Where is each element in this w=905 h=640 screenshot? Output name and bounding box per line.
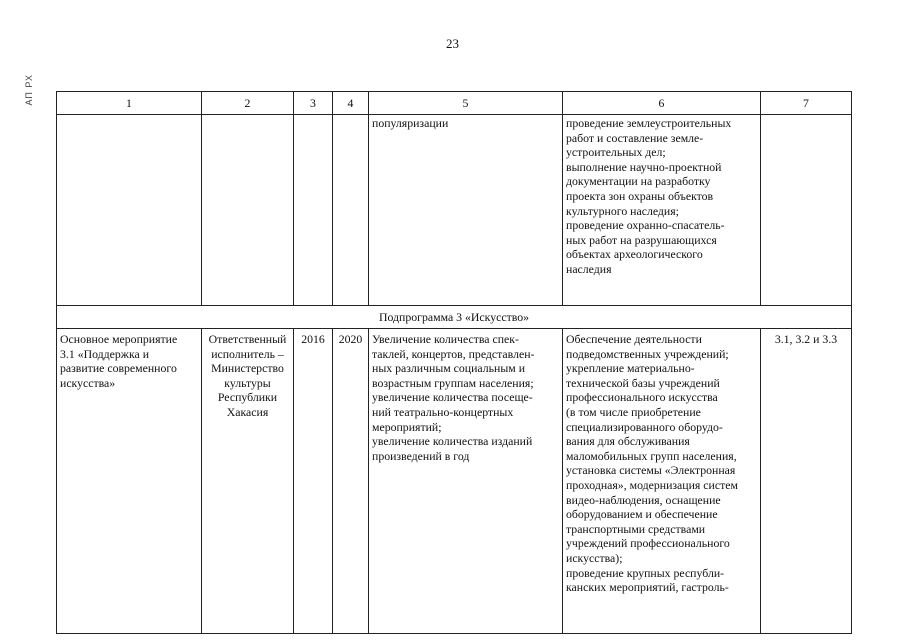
- page-number: 23: [446, 36, 459, 51]
- cell-line: мероприятий;: [372, 419, 442, 434]
- cell-line: Министерство: [211, 361, 284, 376]
- cont-cell-7: [761, 115, 852, 306]
- header-cell-7: 7: [761, 92, 852, 115]
- cell-line: канских мероприятий, гастроль-: [566, 580, 729, 595]
- cell-line: Республики: [217, 390, 278, 405]
- end-year: 2020: [333, 329, 369, 634]
- cell-line: видео-наблюдения, оснащение: [566, 492, 721, 507]
- cell-line: Ответственный: [208, 332, 287, 346]
- start-year: 2016: [294, 329, 333, 634]
- cell-line: проведение землеустроительных: [566, 116, 732, 130]
- header-cell-5: 5: [369, 92, 563, 115]
- cell-line: ных работ на разрушающихся: [566, 232, 717, 247]
- header-row: [57, 92, 852, 115]
- cell-line: 3.1 «Поддержка и: [60, 346, 150, 361]
- cell-line: технической базы учреждений: [566, 375, 720, 390]
- cell-line: искусства);: [566, 550, 623, 565]
- cell-line: Увеличение количества спек-: [372, 332, 519, 346]
- cell-line: транспортными средствами: [566, 521, 706, 536]
- cell-line: оборудованием и обеспечение: [566, 507, 718, 522]
- header-cell-4: 4: [333, 92, 369, 115]
- continuation-row: [57, 115, 852, 306]
- cell-line: документации на разработку: [566, 174, 711, 189]
- cell-line: подведомственных учреждений;: [566, 346, 729, 361]
- cell-line: установка системы «Электронная: [566, 463, 736, 478]
- cell-line: проходная», модернизация систем: [566, 477, 738, 492]
- cell-line: устроительных дел;: [566, 145, 666, 160]
- cell-line: Основное мероприятие: [60, 332, 178, 346]
- cell-line: проведение крупных республи-: [566, 565, 725, 580]
- responsible-executor: [202, 329, 294, 634]
- cell-line: исполнитель –: [211, 346, 284, 361]
- cont-cell-6: [563, 115, 761, 306]
- measure-name: [57, 329, 202, 634]
- side-stamp: АП РХ: [24, 74, 34, 106]
- cont-cell-1: [57, 115, 202, 306]
- header-cell-3: 3: [294, 92, 333, 115]
- cell-line: (в том числе приобретение: [566, 404, 701, 419]
- cell-line: культуры: [224, 375, 271, 390]
- measures-table: [56, 91, 852, 634]
- cell-line: работ и составление земле-: [566, 130, 704, 145]
- cell-line: ных различным социальным и: [372, 361, 526, 376]
- cell-line: возрастным группам населения;: [372, 375, 534, 390]
- cell-line: Хакасия: [226, 404, 269, 419]
- cell-line: искусства»: [60, 375, 116, 390]
- header-cell-2: 2: [202, 92, 294, 115]
- cell-line: увеличение количества изданий: [372, 434, 533, 449]
- cell-line: маломобильных групп населения,: [566, 448, 737, 463]
- expected-results: [369, 329, 563, 634]
- subprogram-title: Подпрограмма 3 «Искусство»: [57, 306, 852, 329]
- cell-line: Обеспечение деятельности: [566, 332, 702, 346]
- cell-line: проекта зон охраны объектов: [566, 188, 714, 203]
- cell-line: развитие современного: [60, 361, 177, 376]
- cont-cell-4: [333, 115, 369, 306]
- subprogram-row: [57, 306, 852, 329]
- cell-line: ний театрально-концертных: [372, 404, 514, 419]
- cell-line: вания для обслуживания: [566, 434, 690, 449]
- header-cell-6: 6: [563, 92, 761, 115]
- cell-line: увеличение количества посеще-: [372, 390, 533, 405]
- indicator-links: 3.1, 3.2 и 3.3: [761, 329, 852, 634]
- cell-line: укрепление материально-: [566, 361, 695, 376]
- cell-line: выполнение научно-проектной: [566, 159, 722, 174]
- cell-line: таклей, концертов, представлен-: [372, 346, 535, 361]
- main-directions: [563, 329, 761, 634]
- cell-line: профессионального искусства: [566, 390, 718, 405]
- cell-line: специализированного оборудо-: [566, 419, 723, 434]
- cell-line: культурного наследия;: [566, 203, 679, 218]
- cell-line: проведение охранно-спасатель-: [566, 218, 725, 233]
- cont-cell-2: [202, 115, 294, 306]
- measure-row: [57, 329, 852, 634]
- cell-line: объектах археологического: [566, 247, 703, 262]
- cell-line: учреждений профессионального: [566, 536, 730, 551]
- cell-line: наследия: [566, 261, 612, 276]
- cont-cell-3: [294, 115, 333, 306]
- cont-cell-5: популяризации: [369, 115, 563, 306]
- header-cell-1: 1: [57, 92, 202, 115]
- cell-line: произведений в год: [372, 448, 470, 463]
